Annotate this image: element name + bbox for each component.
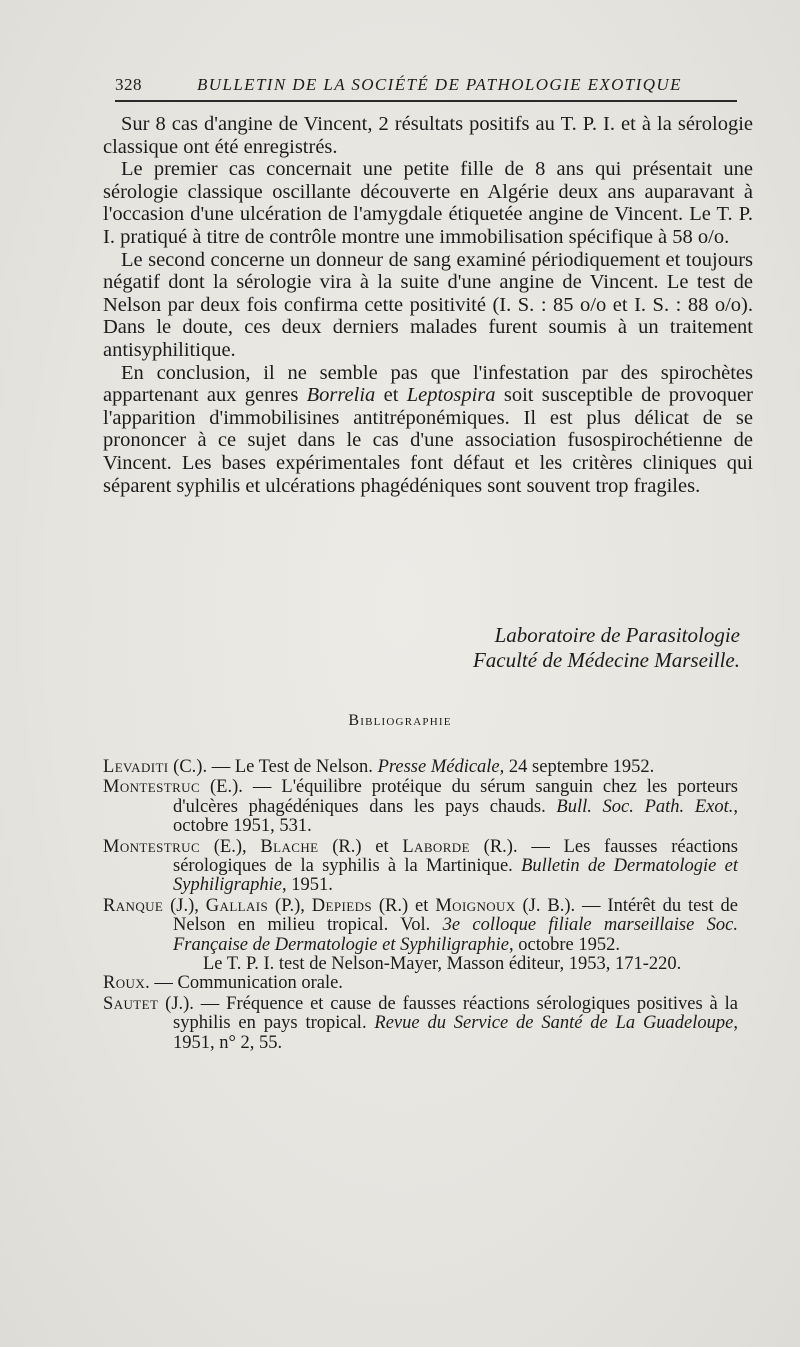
bib-author: Blache bbox=[260, 836, 319, 857]
bib-text: (R.) et bbox=[318, 836, 403, 857]
bib-text: . — Communication orale. bbox=[145, 973, 343, 994]
bib-text: (E.), bbox=[200, 836, 261, 857]
bib-entry-ranque-continuation: Le T. P. I. test de Nelson-Mayer, Masson éditeur, 1953, 171-220. bbox=[203, 954, 682, 975]
bib-journal: Bull. Soc. Path. Exot. bbox=[556, 796, 734, 817]
bib-author: Levaditi bbox=[103, 757, 169, 777]
bib-text: (R.). — Les fausses réactions sérologiques de la syphilis à la Martinique. bbox=[173, 836, 738, 877]
bib-text: (R.) et bbox=[372, 895, 436, 916]
bib-entry-ranque bbox=[103, 897, 738, 955]
bib-author: Sautet bbox=[103, 993, 159, 1014]
bib-author: Depieds bbox=[311, 895, 372, 916]
bib-author: Moignoux bbox=[435, 895, 516, 916]
signature-line-2: Faculté de Médecine Marseille. bbox=[472, 648, 740, 672]
bib-author: Montestruc bbox=[103, 836, 201, 857]
bib-author: Laborde bbox=[402, 836, 470, 857]
bib-text: (P.), bbox=[268, 895, 312, 916]
bib-text: (E.). — L'équilibre protéique du sérum sanguin chez les porteurs d'ulcères phagédéniques dans les pays chauds. bbox=[173, 777, 738, 817]
affiliation-signature bbox=[380, 623, 740, 673]
bib-journal: Presse Médicale bbox=[377, 757, 500, 777]
paragraph-3: Le second concerne un donneur de sang examiné périodiquement et toujours négatif dont la sérologie vira à la suite d'une angine de Vincent. Le test de Nelson par deux fois confirma cette positivité (I. S. : 85 o/o et I. S. : 88 o/o). Dans le doute, ces deux derniers malades furent soumis à un traitement antisyphilitique. bbox=[103, 248, 753, 361]
header-rule bbox=[115, 100, 737, 102]
paragraph-4-text-b: et bbox=[375, 384, 407, 407]
article-body bbox=[103, 113, 753, 497]
bib-author: Ranque bbox=[103, 895, 164, 916]
paragraph-2: Le premier cas concernait une petite fille de 8 ans qui présentait une sérologie classique oscillante découverte en Algérie deux ans auparavant à l'occasion d'une ulcération de l'amygdale étiquetée angine de Vincent. Le T. P. I. pratiqué à titre de contrôle montre une immobilisation spécifique à 58 o/o. bbox=[103, 158, 753, 248]
paragraph-1: Sur 8 cas d'angine de Vincent, 2 résultats positifs au T. P. I. et à la sérologie classique ont été enregistrés. bbox=[103, 113, 753, 158]
bib-text: (J.). — Fréquence et cause de fausses réactions sérologiques positives à la syphilis en pays tropical. bbox=[158, 993, 738, 1034]
genus-leptospira: Leptospira bbox=[406, 384, 496, 407]
bib-text: , 1951, n° 2, 55. bbox=[173, 1013, 738, 1053]
paragraph-4-text-c: soit susceptible de provoquer l'apparition d'immobilisines antitréponémiques. Il est plus délicat de se prononcer à ce sujet dans le cas d'une association fusospirochétienne de Vincent. Les bases expérimentales font défaut et les critères cliniques qui séparent syphilis et ulcérations phagédéniques sont souvent trop fragiles. bbox=[103, 384, 754, 497]
bib-text: (J.), bbox=[163, 895, 206, 916]
bib-author: Gallais bbox=[205, 895, 269, 916]
bib-text: , octobre 1951, 531. bbox=[173, 796, 738, 837]
bib-entry-sautet bbox=[103, 995, 738, 1053]
running-head bbox=[115, 73, 735, 97]
paragraph-4 bbox=[103, 362, 753, 498]
bib-author: Roux bbox=[103, 973, 146, 994]
bib-entry-montestruc-blache-laborde bbox=[103, 838, 738, 896]
bib-journal: Bulletin de Dermatologie et Syphiligraphie bbox=[173, 856, 738, 896]
bib-journal: Revue du Service de Santé de La Guadeloupe bbox=[374, 1013, 734, 1034]
bibliography-title: Bibliographie bbox=[348, 712, 452, 729]
journal-title: BULLETIN DE LA SOCIÉTÉ DE PATHOLOGIE EXOTIQUE bbox=[197, 75, 682, 94]
bib-text: , 1951. bbox=[281, 875, 333, 896]
paragraph-4-text-a: En conclusion, il ne semble pas que l'infestation par des spirochètes appartenant aux genres bbox=[103, 361, 753, 407]
genus-borrelia: Borrelia bbox=[306, 384, 376, 407]
bib-text: (J. B.). — Intérêt du test de Nelson en milieu tropical. Vol. bbox=[173, 895, 738, 936]
page-number: 328 bbox=[115, 75, 142, 94]
bib-text: , 24 septembre 1952. bbox=[499, 757, 655, 777]
bib-entry-roux bbox=[103, 974, 738, 993]
bibliography-list bbox=[103, 758, 738, 1053]
signature-line-1: Laboratoire de Parasitologie bbox=[494, 623, 740, 647]
bib-entry-montestruc bbox=[103, 778, 738, 836]
bib-author: Montestruc bbox=[103, 777, 201, 798]
bib-text: , octobre 1952. bbox=[509, 934, 621, 955]
bib-entry-levaditi bbox=[103, 758, 738, 777]
bib-journal: 3e colloque filiale marseillaise Soc. Française de Dermatologie et Syphiligraphie bbox=[173, 915, 738, 955]
bib-text: (C.). — Le Test de Nelson. bbox=[168, 757, 378, 777]
